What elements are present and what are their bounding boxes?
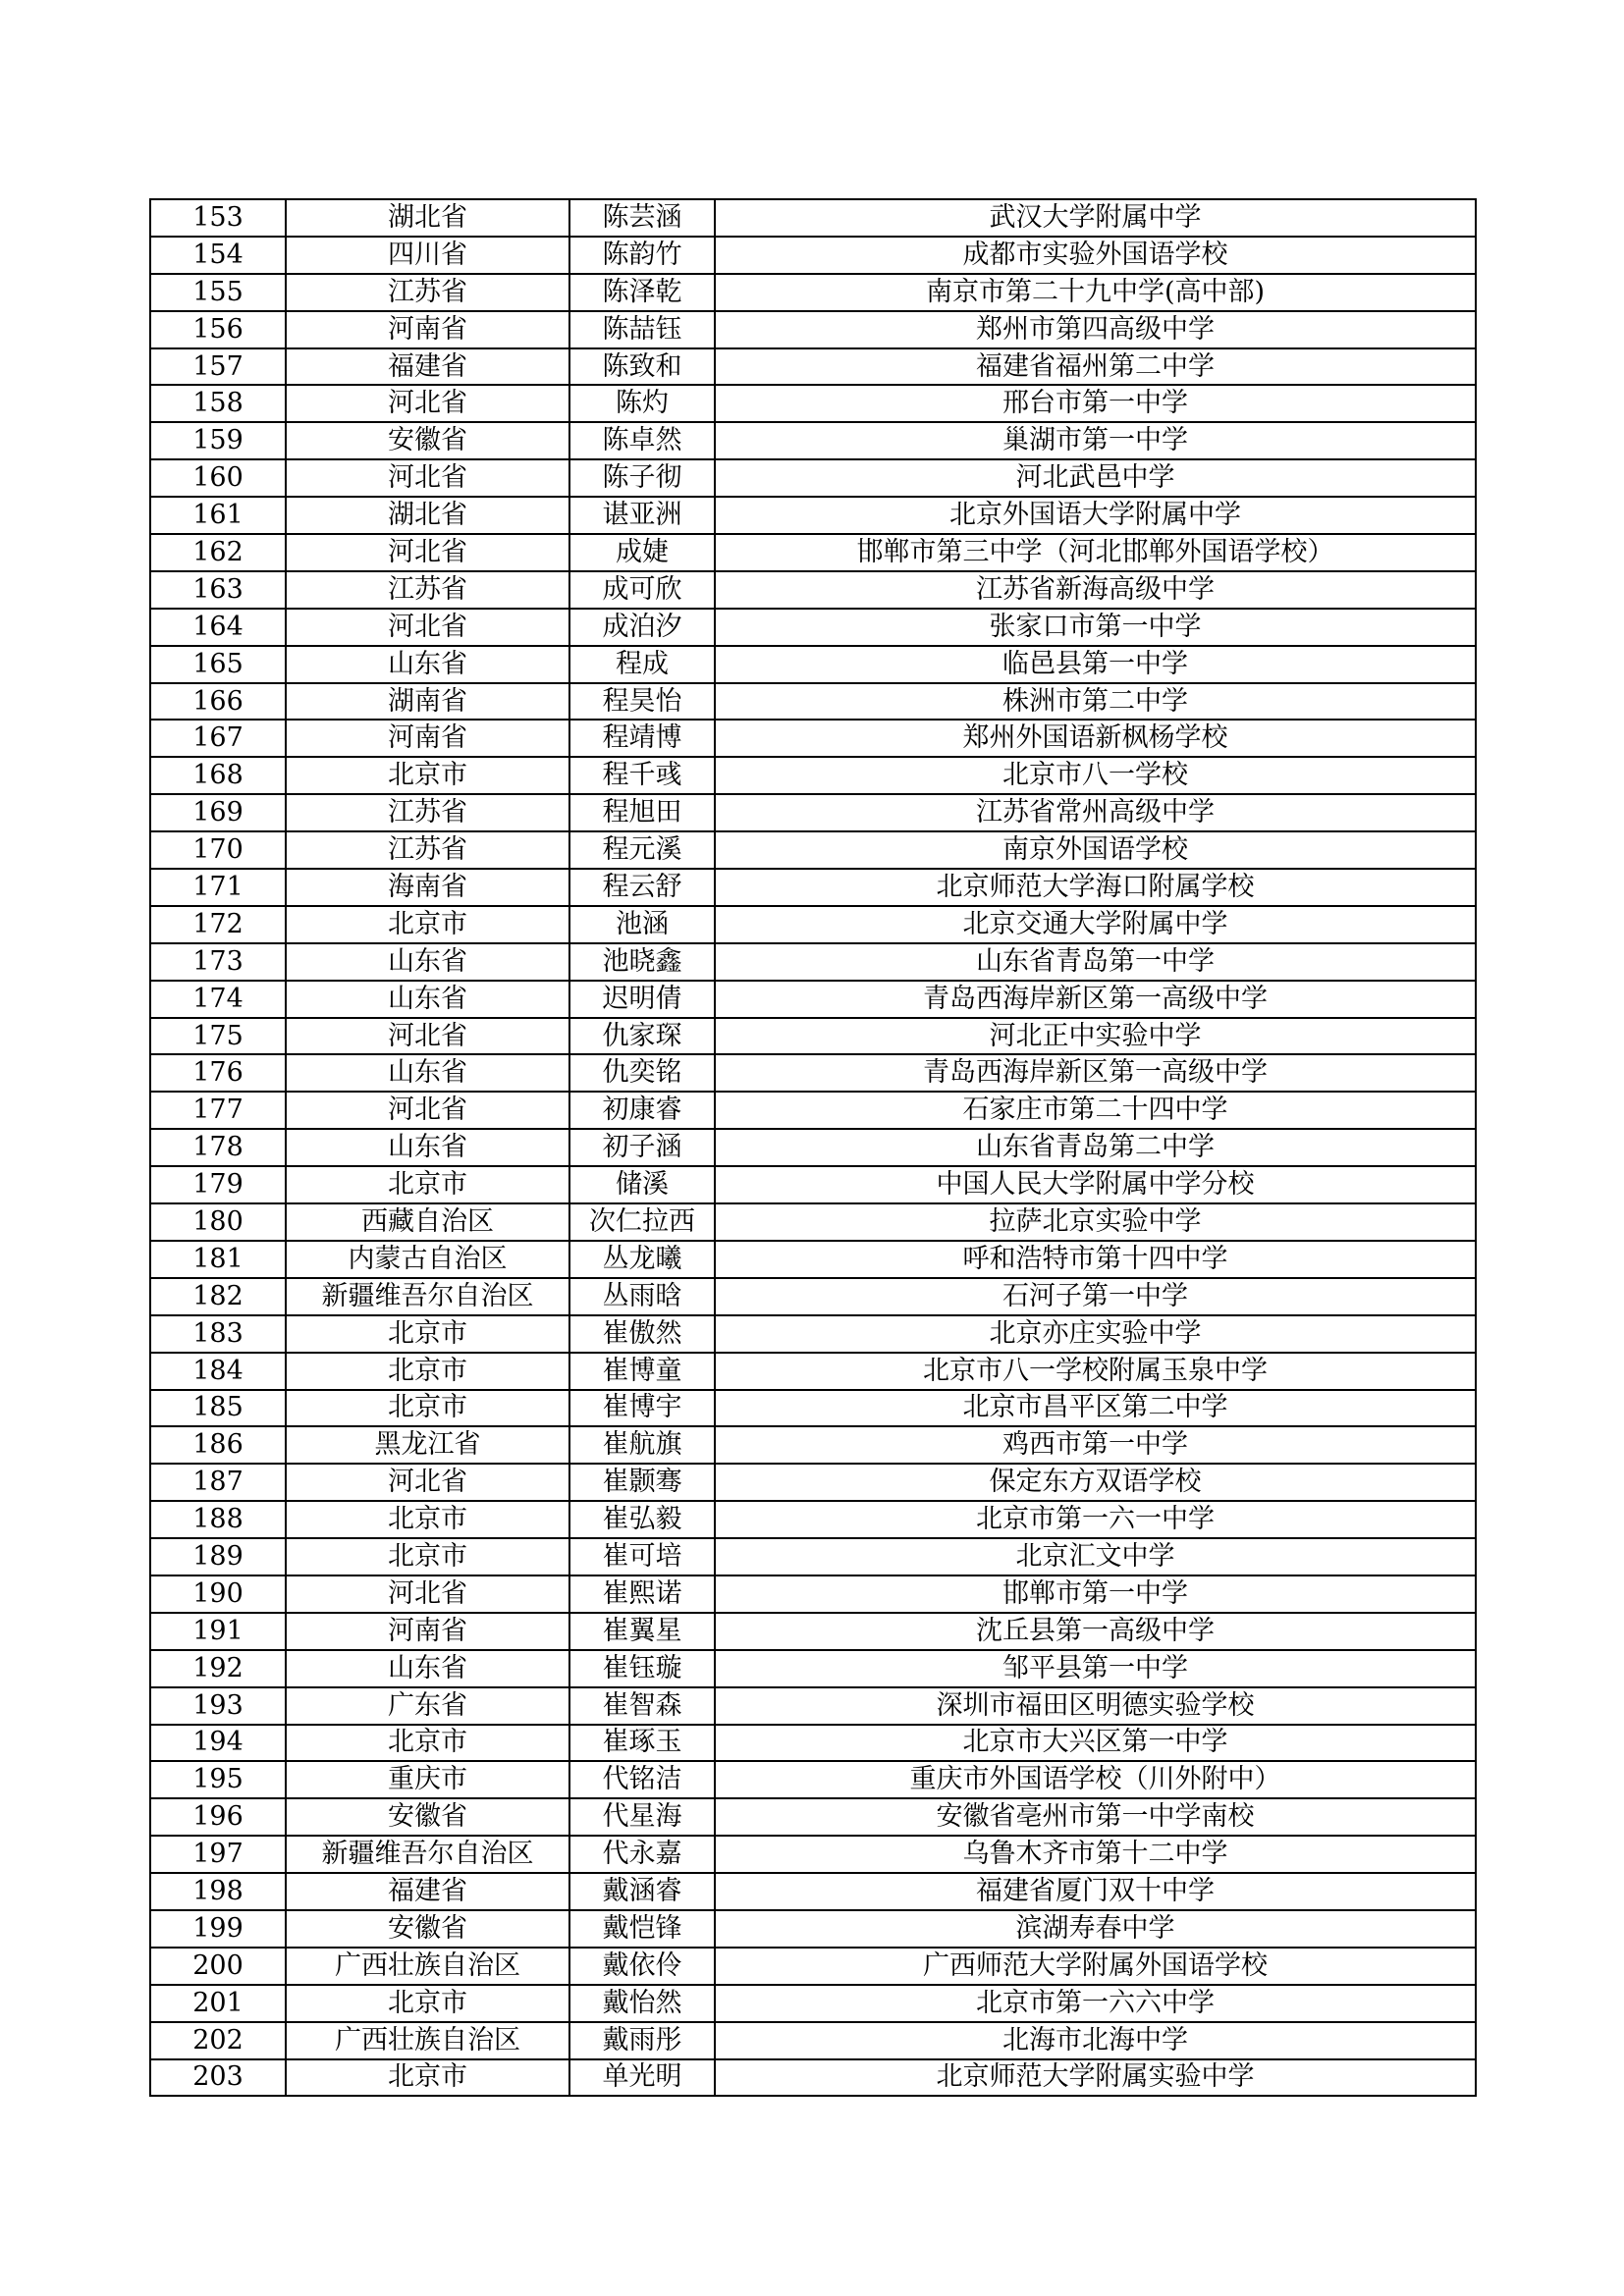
table-row [150,237,1476,274]
row-number-cell: 189 [150,1538,286,1575]
roster-table [149,198,1477,2097]
student-name-cell: 池涵 [569,906,715,943]
row-number-cell: 162 [150,534,286,571]
row-number-cell: 196 [150,1798,286,1836]
row-number-cell: 163 [150,571,286,609]
row-number-cell: 190 [150,1575,286,1613]
row-number-cell: 168 [150,757,286,794]
table-row [150,2059,1476,2097]
province-cell: 安徽省 [286,1798,569,1836]
province-cell: 北京市 [286,1501,569,1538]
school-cell: 南京外国语学校 [715,831,1476,869]
table-row [150,869,1476,906]
student-name-cell: 次仁拉西 [569,1203,715,1241]
school-cell: 福建省福州第二中学 [715,348,1476,386]
table-row [150,981,1476,1018]
student-name-cell: 成婕 [569,534,715,571]
province-cell: 北京市 [286,1353,569,1390]
table-row [150,1278,1476,1315]
school-cell: 北京市第一六六中学 [715,1985,1476,2022]
school-cell: 滨湖寿春中学 [715,1910,1476,1948]
province-cell: 新疆维吾尔自治区 [286,1278,569,1315]
table-row [150,274,1476,311]
school-cell: 北京汇文中学 [715,1538,1476,1575]
student-name-cell: 初康睿 [569,1092,715,1129]
table-row [150,1538,1476,1575]
province-cell: 北京市 [286,1315,569,1353]
province-cell: 湖南省 [286,683,569,721]
row-number-cell: 192 [150,1650,286,1687]
student-name-cell: 崔航旗 [569,1426,715,1464]
student-name-cell: 崔傲然 [569,1315,715,1353]
table-row [150,1092,1476,1129]
student-name-cell: 陈卓然 [569,422,715,459]
table-row [150,831,1476,869]
student-name-cell: 戴怡然 [569,1985,715,2022]
table-row [150,1650,1476,1687]
student-name-cell: 崔博童 [569,1353,715,1390]
row-number-cell: 181 [150,1241,286,1278]
school-cell: 深圳市福田区明德实验学校 [715,1687,1476,1725]
province-cell: 江苏省 [286,274,569,311]
table-row [150,1761,1476,1798]
student-name-cell: 崔琢玉 [569,1725,715,1762]
table-row [150,720,1476,757]
province-cell: 山东省 [286,1129,569,1166]
row-number-cell: 198 [150,1873,286,1910]
province-cell: 广西壮族自治区 [286,1948,569,1985]
student-name-cell: 陈泽乾 [569,274,715,311]
table-row [150,1948,1476,1985]
table-row [150,1575,1476,1613]
student-name-cell: 池晓鑫 [569,943,715,981]
school-cell: 临邑县第一中学 [715,646,1476,683]
student-name-cell: 戴涵睿 [569,1873,715,1910]
student-name-cell: 崔熙诺 [569,1575,715,1613]
student-name-cell: 迟明倩 [569,981,715,1018]
province-cell: 北京市 [286,757,569,794]
table-row [150,1129,1476,1166]
table-row [150,1241,1476,1278]
table-row [150,1166,1476,1203]
row-number-cell: 158 [150,385,286,422]
province-cell: 四川省 [286,237,569,274]
student-name-cell: 程旭田 [569,794,715,831]
student-name-cell: 丛雨晗 [569,1278,715,1315]
row-number-cell: 165 [150,646,286,683]
school-cell: 巢湖市第一中学 [715,422,1476,459]
province-cell: 黑龙江省 [286,1426,569,1464]
province-cell: 北京市 [286,1390,569,1427]
province-cell: 重庆市 [286,1761,569,1798]
row-number-cell: 187 [150,1464,286,1501]
student-name-cell: 崔可培 [569,1538,715,1575]
student-name-cell: 戴雨彤 [569,2022,715,2059]
row-number-cell: 155 [150,274,286,311]
student-name-cell: 成可欣 [569,571,715,609]
row-number-cell: 156 [150,311,286,348]
table-row [150,1426,1476,1464]
table-row [150,1464,1476,1501]
table-row [150,1390,1476,1427]
school-cell: 邹平县第一中学 [715,1650,1476,1687]
row-number-cell: 175 [150,1018,286,1055]
row-number-cell: 185 [150,1390,286,1427]
table-row [150,1836,1476,1873]
table-row [150,1873,1476,1910]
school-cell: 鸡西市第一中学 [715,1426,1476,1464]
table-row [150,1910,1476,1948]
province-cell: 河南省 [286,311,569,348]
table-row [150,1798,1476,1836]
province-cell: 河南省 [286,1613,569,1650]
province-cell: 河北省 [286,459,569,497]
school-cell: 邯郸市第三中学（河北邯郸外国语学校） [715,534,1476,571]
student-name-cell: 崔颢骞 [569,1464,715,1501]
school-cell: 石家庄市第二十四中学 [715,1092,1476,1129]
school-cell: 青岛西海岸新区第一高级中学 [715,1054,1476,1092]
row-number-cell: 159 [150,422,286,459]
student-name-cell: 丛龙曦 [569,1241,715,1278]
school-cell: 成都市实验外国语学校 [715,237,1476,274]
student-name-cell: 程靖博 [569,720,715,757]
row-number-cell: 182 [150,1278,286,1315]
student-name-cell: 崔钰璇 [569,1650,715,1687]
table-row [150,794,1476,831]
student-name-cell: 崔弘毅 [569,1501,715,1538]
row-number-cell: 193 [150,1687,286,1725]
row-number-cell: 174 [150,981,286,1018]
school-cell: 重庆市外国语学校（川外附中） [715,1761,1476,1798]
row-number-cell: 173 [150,943,286,981]
row-number-cell: 197 [150,1836,286,1873]
row-number-cell: 200 [150,1948,286,1985]
school-cell: 北京市昌平区第二中学 [715,1390,1476,1427]
school-cell: 北京亦庄实验中学 [715,1315,1476,1353]
table-row [150,683,1476,721]
table-row [150,459,1476,497]
school-cell: 广西师范大学附属外国语学校 [715,1948,1476,1985]
table-row [150,609,1476,646]
row-number-cell: 191 [150,1613,286,1650]
table-row [150,1353,1476,1390]
province-cell: 山东省 [286,981,569,1018]
school-cell: 河北正中实验中学 [715,1018,1476,1055]
school-cell: 南京市第二十九中学(高中部) [715,274,1476,311]
province-cell: 湖北省 [286,497,569,534]
table-row [150,1315,1476,1353]
province-cell: 河北省 [286,1464,569,1501]
table-row [150,646,1476,683]
row-number-cell: 202 [150,2022,286,2059]
school-cell: 北海市北海中学 [715,2022,1476,2059]
school-cell: 安徽省亳州市第一中学南校 [715,1798,1476,1836]
school-cell: 保定东方双语学校 [715,1464,1476,1501]
school-cell: 北京师范大学附属实验中学 [715,2059,1476,2097]
table-row [150,1687,1476,1725]
row-number-cell: 194 [150,1725,286,1762]
row-number-cell: 184 [150,1353,286,1390]
student-name-cell: 戴恺锋 [569,1910,715,1948]
province-cell: 山东省 [286,1650,569,1687]
table-row [150,348,1476,386]
table-row [150,906,1476,943]
province-cell: 河北省 [286,1018,569,1055]
province-cell: 河南省 [286,720,569,757]
row-number-cell: 176 [150,1054,286,1092]
row-number-cell: 160 [150,459,286,497]
row-number-cell: 178 [150,1129,286,1166]
row-number-cell: 153 [150,199,286,237]
student-name-cell: 程成 [569,646,715,683]
school-cell: 北京交通大学附属中学 [715,906,1476,943]
province-cell: 内蒙古自治区 [286,1241,569,1278]
table-row [150,1725,1476,1762]
province-cell: 海南省 [286,869,569,906]
row-number-cell: 180 [150,1203,286,1241]
school-cell: 北京市第一六一中学 [715,1501,1476,1538]
row-number-cell: 179 [150,1166,286,1203]
table-row [150,534,1476,571]
student-name-cell: 陈韵竹 [569,237,715,274]
province-cell: 安徽省 [286,422,569,459]
table-row [150,571,1476,609]
row-number-cell: 157 [150,348,286,386]
school-cell: 郑州市第四高级中学 [715,311,1476,348]
school-cell: 邢台市第一中学 [715,385,1476,422]
student-name-cell: 储溪 [569,1166,715,1203]
row-number-cell: 172 [150,906,286,943]
table-row [150,1054,1476,1092]
row-number-cell: 199 [150,1910,286,1948]
student-name-cell: 陈致和 [569,348,715,386]
school-cell: 株洲市第二中学 [715,683,1476,721]
province-cell: 山东省 [286,646,569,683]
province-cell: 江苏省 [286,571,569,609]
student-name-cell: 陈灼 [569,385,715,422]
table-row [150,1203,1476,1241]
row-number-cell: 171 [150,869,286,906]
student-name-cell: 单光明 [569,2059,715,2097]
student-name-cell: 程云舒 [569,869,715,906]
student-name-cell: 初子涵 [569,1129,715,1166]
row-number-cell: 166 [150,683,286,721]
school-cell: 北京市八一学校附属玉泉中学 [715,1353,1476,1390]
school-cell: 福建省厦门双十中学 [715,1873,1476,1910]
student-name-cell: 程千彧 [569,757,715,794]
province-cell: 山东省 [286,1054,569,1092]
student-name-cell: 崔智森 [569,1687,715,1725]
province-cell: 北京市 [286,1166,569,1203]
table-row [150,1501,1476,1538]
row-number-cell: 177 [150,1092,286,1129]
school-cell: 青岛西海岸新区第一高级中学 [715,981,1476,1018]
row-number-cell: 188 [150,1501,286,1538]
table-row [150,199,1476,237]
student-name-cell: 仇家琛 [569,1018,715,1055]
row-number-cell: 154 [150,237,286,274]
province-cell: 江苏省 [286,794,569,831]
table-row [150,497,1476,534]
province-cell: 广东省 [286,1687,569,1725]
student-name-cell: 陈喆钰 [569,311,715,348]
row-number-cell: 164 [150,609,286,646]
row-number-cell: 167 [150,720,286,757]
school-cell: 北京师范大学海口附属学校 [715,869,1476,906]
school-cell: 北京市大兴区第一中学 [715,1725,1476,1762]
school-cell: 山东省青岛第一中学 [715,943,1476,981]
province-cell: 新疆维吾尔自治区 [286,1836,569,1873]
school-cell: 乌鲁木齐市第十二中学 [715,1836,1476,1873]
province-cell: 福建省 [286,1873,569,1910]
school-cell: 山东省青岛第二中学 [715,1129,1476,1166]
table-row [150,2022,1476,2059]
student-name-cell: 陈子彻 [569,459,715,497]
province-cell: 北京市 [286,906,569,943]
table-row [150,311,1476,348]
student-name-cell: 代永嘉 [569,1836,715,1873]
school-cell: 邯郸市第一中学 [715,1575,1476,1613]
province-cell: 北京市 [286,2059,569,2097]
province-cell: 湖北省 [286,199,569,237]
student-name-cell: 谌亚洲 [569,497,715,534]
student-name-cell: 程昊怡 [569,683,715,721]
table-row [150,757,1476,794]
school-cell: 张家口市第一中学 [715,609,1476,646]
student-name-cell: 陈芸涵 [569,199,715,237]
table-row [150,1018,1476,1055]
school-cell: 江苏省新海高级中学 [715,571,1476,609]
student-name-cell: 代星海 [569,1798,715,1836]
province-cell: 河北省 [286,1092,569,1129]
school-cell: 北京外国语大学附属中学 [715,497,1476,534]
table-row [150,422,1476,459]
province-cell: 江苏省 [286,831,569,869]
school-cell: 武汉大学附属中学 [715,199,1476,237]
province-cell: 福建省 [286,348,569,386]
school-cell: 拉萨北京实验中学 [715,1203,1476,1241]
student-name-cell: 程元溪 [569,831,715,869]
province-cell: 河北省 [286,609,569,646]
school-cell: 呼和浩特市第十四中学 [715,1241,1476,1278]
school-cell: 石河子第一中学 [715,1278,1476,1315]
row-number-cell: 186 [150,1426,286,1464]
table-row [150,1985,1476,2022]
table-row [150,943,1476,981]
row-number-cell: 183 [150,1315,286,1353]
province-cell: 安徽省 [286,1910,569,1948]
school-cell: 河北武邑中学 [715,459,1476,497]
province-cell: 河北省 [286,385,569,422]
province-cell: 北京市 [286,1985,569,2022]
row-number-cell: 201 [150,1985,286,2022]
province-cell: 西藏自治区 [286,1203,569,1241]
province-cell: 北京市 [286,1725,569,1762]
student-name-cell: 成泊汐 [569,609,715,646]
row-number-cell: 161 [150,497,286,534]
province-cell: 河北省 [286,1575,569,1613]
school-cell: 郑州外国语新枫杨学校 [715,720,1476,757]
row-number-cell: 203 [150,2059,286,2097]
row-number-cell: 169 [150,794,286,831]
province-cell: 广西壮族自治区 [286,2022,569,2059]
roster-body [150,199,1476,2096]
table-row [150,1613,1476,1650]
table-row [150,385,1476,422]
student-name-cell: 仇奕铭 [569,1054,715,1092]
student-name-cell: 崔翼星 [569,1613,715,1650]
student-name-cell: 代铭洁 [569,1761,715,1798]
province-cell: 山东省 [286,943,569,981]
school-cell: 江苏省常州高级中学 [715,794,1476,831]
row-number-cell: 195 [150,1761,286,1798]
student-name-cell: 崔博宇 [569,1390,715,1427]
province-cell: 河北省 [286,534,569,571]
school-cell: 北京市八一学校 [715,757,1476,794]
school-cell: 中国人民大学附属中学分校 [715,1166,1476,1203]
province-cell: 北京市 [286,1538,569,1575]
student-name-cell: 戴依伶 [569,1948,715,1985]
school-cell: 沈丘县第一高级中学 [715,1613,1476,1650]
row-number-cell: 170 [150,831,286,869]
